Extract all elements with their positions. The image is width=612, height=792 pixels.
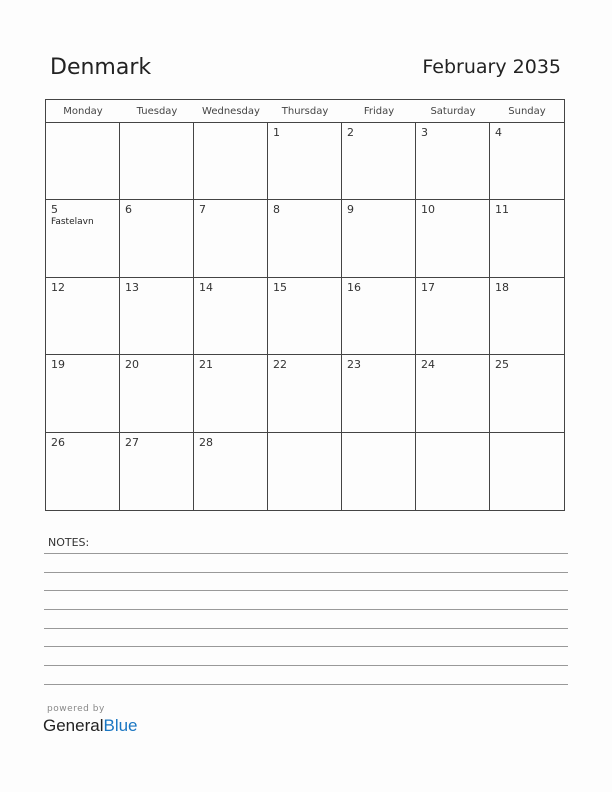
day-cell [46, 278, 120, 355]
day-number: 10 [421, 203, 435, 217]
day-cell [416, 123, 490, 200]
day-number: 9 [347, 203, 354, 217]
notes-line [44, 665, 568, 666]
notes-line [44, 646, 568, 647]
day-cell [120, 200, 194, 277]
day-number: 20 [125, 358, 139, 372]
weekday-header: Tuesday [120, 100, 194, 123]
day-number: 16 [347, 280, 361, 294]
day-number: 6 [125, 203, 132, 217]
month-year-title: February 2035 [422, 56, 561, 78]
day-number: 4 [495, 126, 502, 139]
day-cell [342, 355, 416, 432]
day-number: 18 [495, 280, 509, 294]
day-cell [416, 355, 490, 432]
day-cell [268, 200, 342, 277]
day-number: 1 [273, 126, 280, 139]
weekday-header: Sunday [490, 100, 564, 123]
notes-label: NOTES: [48, 536, 90, 549]
weekday-header: Friday [342, 100, 416, 123]
notes-line [44, 628, 568, 629]
day-cell [194, 200, 268, 277]
day-cell [342, 200, 416, 277]
notes-line [44, 684, 568, 685]
day-cell [46, 433, 120, 510]
weekday-header: Saturday [416, 100, 490, 123]
day-cell [120, 123, 194, 200]
day-number: 24 [421, 358, 435, 372]
country-title: Denmark [50, 55, 152, 80]
weekday-header: Thursday [268, 100, 342, 123]
notes-line [44, 572, 568, 573]
day-number: 8 [273, 203, 280, 217]
day-number: 28 [199, 435, 213, 449]
day-cell [490, 355, 564, 432]
day-number: 21 [199, 358, 213, 372]
day-cell [490, 433, 564, 510]
day-number: 17 [421, 280, 435, 294]
day-cell [46, 200, 120, 277]
day-cell [194, 433, 268, 510]
calendar-grid [45, 99, 565, 511]
day-number: 12 [51, 280, 65, 294]
day-number: 27 [125, 435, 139, 449]
day-number: 3 [421, 126, 428, 139]
day-cell [194, 278, 268, 355]
notes-line [44, 590, 568, 591]
day-cell [268, 355, 342, 432]
day-cell [120, 278, 194, 355]
day-cell [490, 123, 564, 200]
day-number: 23 [347, 358, 361, 372]
day-number: 15 [273, 280, 287, 294]
day-cell [46, 123, 120, 200]
day-cell [194, 355, 268, 432]
day-number: 11 [495, 203, 509, 217]
day-cell [342, 123, 416, 200]
day-cell [490, 200, 564, 277]
day-cell [490, 278, 564, 355]
day-number: 7 [199, 203, 206, 217]
holiday-label: Fastelavn [51, 217, 94, 228]
day-cell [194, 123, 268, 200]
logo-blue-text: Blue [103, 716, 138, 735]
day-cell [416, 200, 490, 277]
day-number: 14 [199, 280, 213, 294]
day-number: 2 [347, 126, 354, 139]
day-cell [120, 355, 194, 432]
weekday-header: Monday [46, 100, 120, 123]
weekday-header: Wednesday [194, 100, 268, 123]
generalblue-logo [43, 716, 138, 736]
day-cell [416, 278, 490, 355]
logo-general-text: General [43, 716, 104, 735]
powered-by-text: powered by [47, 704, 105, 714]
day-cell [120, 433, 194, 510]
day-number: 13 [125, 280, 139, 294]
notes-line [44, 609, 568, 610]
day-cell [268, 123, 342, 200]
day-cell [268, 278, 342, 355]
day-cell [342, 278, 416, 355]
day-number: 26 [51, 435, 65, 449]
day-cell [416, 433, 490, 510]
day-number: 5 [51, 203, 58, 217]
day-cell [46, 355, 120, 432]
notes-line [44, 553, 568, 554]
day-cell [268, 433, 342, 510]
day-number: 25 [495, 358, 509, 372]
day-number: 19 [51, 358, 65, 372]
day-number: 22 [273, 358, 287, 372]
day-cell [342, 433, 416, 510]
